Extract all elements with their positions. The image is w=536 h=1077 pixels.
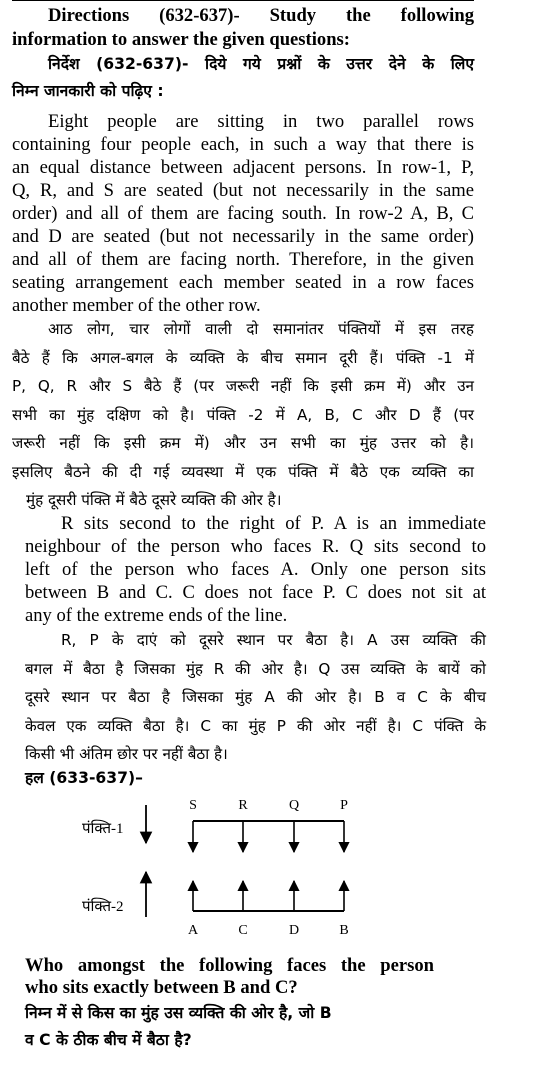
row-1-label: पंक्ति-1 [82,821,124,837]
row-1-person: Q [288,798,300,813]
row-1-person: R [238,798,248,813]
paragraph-line: सभी का मुंह दक्षिण को है। पंक्ति -2 में A, B, C और D हैं (पर [12,405,474,424]
paragraph-line: R sits second to the right of P. A is an immediate [61,513,486,534]
question-line: who sits exactly between B and C? [25,977,298,998]
directions-line: निर्देश (632-637)- दिये गये प्रश्नों के उत्तर देने के लिए [48,55,474,73]
row-1-person: P [340,798,348,813]
question-line: व C के ठीक बीच में बैठा है? [25,1031,192,1049]
paragraph-line: order) and all of them are facing south. In row-2 A, B, C [12,203,474,224]
paragraph-line: मुंह दूसरी पंक्ति में बैठे दूसरे व्यक्ति की ओर है। [26,491,282,509]
paragraph-line: another member of the other row. [12,295,261,316]
directions-english [12,4,474,52]
directions-hindi [12,51,474,105]
paragraph-line: दूसरे स्थान पर बैठा है जिसका मुंह A की ओर है। B व C के बीच [25,688,486,706]
row-2-person: C [238,923,248,938]
paragraph-line: जरूरी नहीं कि इसी क्रम में) और उन सभी का मुंह उत्तर को है। [12,434,474,452]
top-rule [12,0,474,1]
row-2-line [193,881,344,911]
paragraph-line: and D are seated (but not necessarily in the same order) [12,226,474,247]
paragraph-line: केवल एक व्यक्ति बैठा है। C का मुंह P की ओर नहीं है। C पंक्ति के [25,716,486,735]
row-1-person: S [189,798,197,813]
paragraph-line: Eight people are sitting in two parallel rows [48,111,474,132]
paragraph-line: containing four people each, in such a way that there is [12,134,474,155]
paragraph-line: इसलिए बैठने की दी गई व्यवस्था में एक पंक्ति में बैठे एक व्यक्ति का [12,462,474,481]
directions-line: information to answer the given questions: [12,29,350,50]
paragraph-line: seating arrangement each member seated in a row faces [12,272,474,293]
seating-diagram [0,790,536,940]
paragraph-line: any of the extreme ends of the line. [25,605,288,626]
paragraph-line: बगल में बैठा है जिसका मुंह R की ओर है। Q उस व्यक्ति के बायें को [25,659,486,678]
paragraph-2-hindi [25,626,486,769]
paragraph-2-english [25,512,486,627]
row-2-person: B [339,923,349,938]
solution-heading: हल (633-637)– [25,769,143,787]
paragraph-line: किसी भी अंतिम छोर पर नहीं बैठा है। [25,745,228,763]
paragraph-line: P, Q, R और S बैठे हैं (पर जरूरी नहीं कि इसी क्रम में) और उन [12,377,474,395]
row-1-line [193,821,344,852]
question-hindi [25,1000,445,1054]
row-2-label: पंक्ति-2 [82,899,124,915]
paragraph-line: between B and C. C does not face P. C does not sit at [25,582,486,603]
paragraph-line: an equal distance between adjacent persons. In row-1, P, [12,157,474,178]
question-line: Who amongst the following faces the person [25,955,434,976]
paragraph-line: बैठे हैं कि अगल-बगल के व्यक्ति के बीच समान दूरी हैं। पंक्ति -1 में [12,348,474,367]
paragraph-line: neighbour of the person who faces R. Q sits second to [25,536,486,557]
paragraph-line: Q, R, and S are seated (but not necessarily in the same [12,180,474,201]
paragraph-line: and all of them are facing north. Therefore, in the given [12,249,474,270]
row-2-person: D [288,923,300,938]
paragraph-1-hindi [12,315,474,515]
paragraph-line: R, P के दाएं को दूसरे स्थान पर बैठा है। A उस व्यक्ति की [61,631,486,649]
row-2-person: A [187,923,199,938]
paragraph-line: left of the person who faces A. Only one person sits [25,559,486,580]
paragraph-1-english [12,110,474,317]
question-line: निम्न में से किस का मुंह उस व्यक्ति की ओर है, जो B [25,1004,332,1022]
paragraph-line: आठ लोग, चार लोगों वाली दो समानांतर पंक्तियों में इस तरह [48,320,474,338]
directions-line: निम्न जानकारी को पढ़िए : [12,82,164,100]
question-english [25,955,434,999]
directions-line: Directions (632-637)- Study the following [48,5,474,26]
